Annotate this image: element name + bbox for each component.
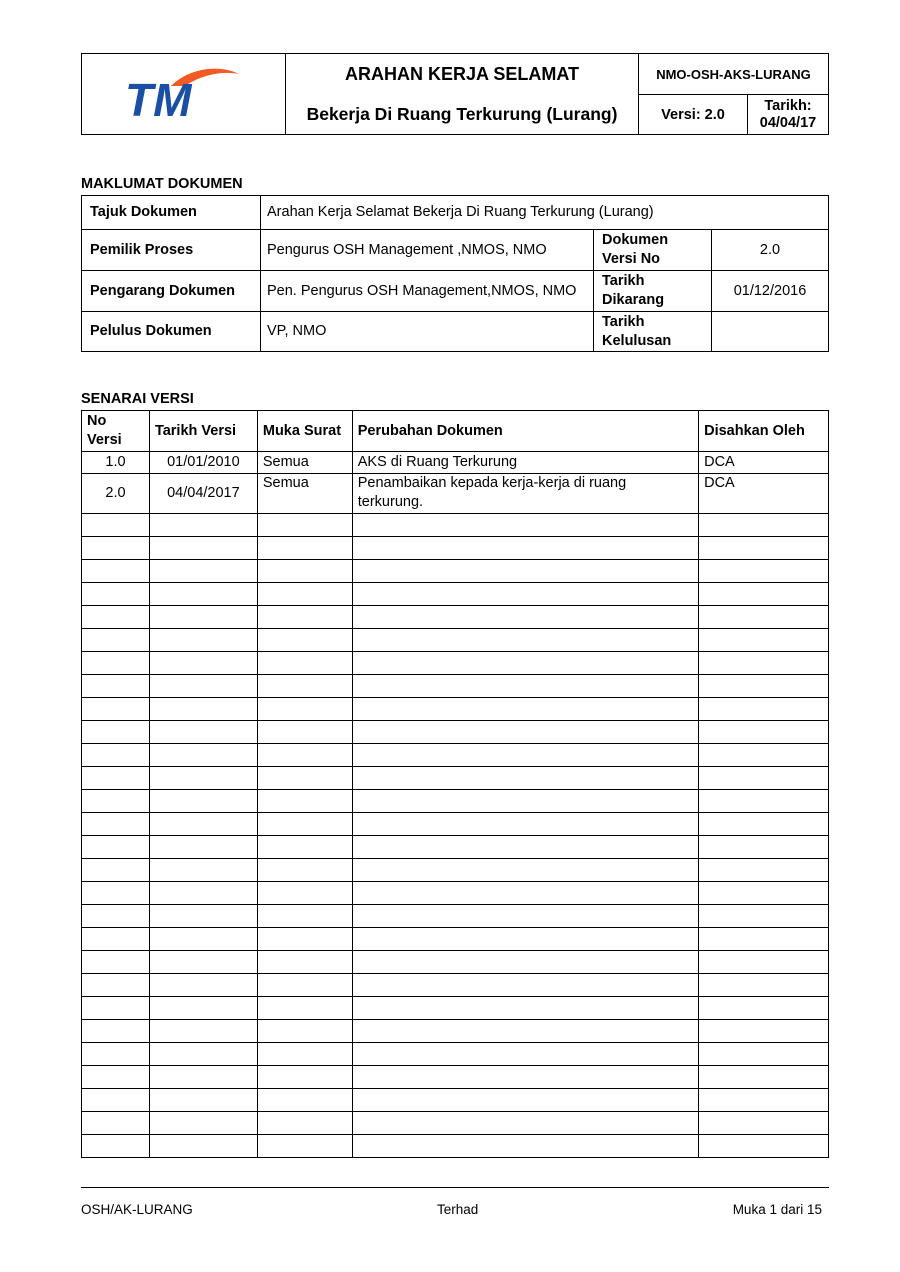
- empty-cell: [699, 859, 829, 882]
- empty-table-row: [82, 537, 829, 560]
- row-no: 1.0: [82, 452, 150, 474]
- empty-cell: [149, 537, 257, 560]
- empty-cell: [257, 583, 352, 606]
- empty-cell: [699, 1112, 829, 1135]
- empty-cell: [352, 1043, 698, 1066]
- empty-table-row: [82, 606, 829, 629]
- row-tarikh: 04/04/2017: [149, 474, 257, 514]
- empty-cell: [352, 1135, 698, 1158]
- empty-cell: [257, 1135, 352, 1158]
- empty-cell: [257, 767, 352, 790]
- row-no: 2.0: [82, 474, 150, 514]
- empty-cell: [82, 1135, 150, 1158]
- dikarang-label: Tarikh Dikarang: [594, 271, 712, 312]
- empty-cell: [699, 698, 829, 721]
- empty-table-row: [82, 721, 829, 744]
- empty-cell: [352, 997, 698, 1020]
- empty-cell: [257, 698, 352, 721]
- empty-cell: [352, 928, 698, 951]
- row-disahkan: DCA: [699, 474, 829, 514]
- empty-cell: [699, 974, 829, 997]
- empty-table-row: [82, 836, 829, 859]
- col-muka-surat: Muka Surat: [257, 411, 352, 452]
- empty-cell: [149, 928, 257, 951]
- empty-table-row: [82, 790, 829, 813]
- table-row: [82, 452, 829, 474]
- empty-cell: [82, 928, 150, 951]
- empty-cell: [149, 514, 257, 537]
- empty-cell: [257, 882, 352, 905]
- empty-cell: [257, 537, 352, 560]
- pemilik-value: Pengurus OSH Management ,NMOS, NMO: [261, 230, 594, 271]
- empty-table-row: [82, 629, 829, 652]
- empty-table-row: [82, 997, 829, 1020]
- col-no-versi: No Versi: [82, 411, 150, 452]
- empty-cell: [352, 905, 698, 928]
- empty-cell: [82, 905, 150, 928]
- empty-cell: [699, 537, 829, 560]
- empty-table-row: [82, 1043, 829, 1066]
- col-perubahan: Perubahan Dokumen: [352, 411, 698, 452]
- empty-cell: [699, 629, 829, 652]
- empty-cell: [149, 1112, 257, 1135]
- empty-cell: [257, 629, 352, 652]
- empty-cell: [149, 813, 257, 836]
- empty-cell: [149, 1135, 257, 1158]
- empty-cell: [352, 514, 698, 537]
- empty-cell: [149, 836, 257, 859]
- empty-cell: [82, 951, 150, 974]
- date-cell: [748, 95, 829, 135]
- document-header: [81, 53, 829, 135]
- logo-cell: [82, 54, 286, 135]
- empty-cell: [699, 790, 829, 813]
- empty-cell: [149, 767, 257, 790]
- document-info-table: [81, 195, 829, 352]
- row-muka: Semua: [257, 452, 352, 474]
- empty-cell: [257, 560, 352, 583]
- empty-cell: [257, 675, 352, 698]
- empty-cell: [352, 790, 698, 813]
- empty-cell: [82, 514, 150, 537]
- empty-cell: [352, 1112, 698, 1135]
- maklumat-heading: MAKLUMAT DOKUMEN: [81, 176, 243, 192]
- empty-cell: [149, 744, 257, 767]
- title-cell: [286, 54, 639, 135]
- empty-cell: [149, 675, 257, 698]
- empty-table-row: [82, 859, 829, 882]
- empty-cell: [82, 560, 150, 583]
- empty-table-row: [82, 813, 829, 836]
- tm-logo-letters: TM: [124, 74, 191, 122]
- empty-cell: [257, 514, 352, 537]
- empty-table-row: [82, 514, 829, 537]
- empty-cell: [82, 790, 150, 813]
- empty-cell: [352, 583, 698, 606]
- version-header-row: [82, 411, 829, 452]
- empty-table-row: [82, 951, 829, 974]
- empty-cell: [82, 606, 150, 629]
- empty-cell: [257, 1020, 352, 1043]
- empty-table-row: [82, 928, 829, 951]
- empty-cell: [352, 836, 698, 859]
- empty-table-row: [82, 974, 829, 997]
- footer-center: Terhad: [437, 1202, 479, 1217]
- empty-table-row: [82, 1066, 829, 1089]
- empty-cell: [699, 744, 829, 767]
- row-disahkan: DCA: [699, 452, 829, 474]
- empty-cell: [699, 1089, 829, 1112]
- empty-cell: [149, 1066, 257, 1089]
- row-perubahan: AKS di Ruang Terkurung: [352, 452, 698, 474]
- document-title: ARAHAN KERJA SELAMAT: [345, 63, 579, 84]
- empty-cell: [82, 698, 150, 721]
- empty-cell: [699, 560, 829, 583]
- empty-cell: [257, 813, 352, 836]
- empty-cell: [352, 767, 698, 790]
- date-value: 04/04/17: [759, 114, 817, 131]
- empty-cell: [352, 1066, 698, 1089]
- empty-cell: [82, 859, 150, 882]
- empty-cell: [149, 1043, 257, 1066]
- doc-code: NMO-OSH-AKS-LURANG: [639, 54, 829, 95]
- col-disahkan: Disahkan Oleh: [699, 411, 829, 452]
- empty-cell: [352, 629, 698, 652]
- table-row: [82, 474, 829, 514]
- empty-table-row: [82, 1089, 829, 1112]
- versi-value: 2.0: [712, 230, 829, 271]
- empty-cell: [149, 1020, 257, 1043]
- kelulusan-label: Tarikh Kelulusan: [594, 312, 712, 352]
- pengarang-value: Pen. Pengurus OSH Management,NMOS, NMO: [261, 271, 594, 312]
- empty-cell: [257, 790, 352, 813]
- empty-cell: [257, 1112, 352, 1135]
- footer-left: OSH/AK-LURANG: [81, 1202, 193, 1217]
- empty-cell: [149, 629, 257, 652]
- empty-cell: [699, 606, 829, 629]
- empty-cell: [257, 905, 352, 928]
- empty-cell: [82, 882, 150, 905]
- empty-cell: [257, 1066, 352, 1089]
- version-cell: Versi: 2.0: [639, 95, 748, 135]
- empty-cell: [149, 606, 257, 629]
- document-subtitle: Bekerja Di Ruang Terkurung (Lurang): [306, 103, 618, 124]
- empty-cell: [352, 652, 698, 675]
- empty-cell: [352, 721, 698, 744]
- empty-cell: [82, 836, 150, 859]
- empty-cell: [699, 1066, 829, 1089]
- empty-cell: [352, 882, 698, 905]
- empty-cell: [699, 675, 829, 698]
- empty-table-row: [82, 744, 829, 767]
- dikarang-value: 01/12/2016: [712, 271, 829, 312]
- empty-cell: [257, 836, 352, 859]
- empty-cell: [699, 583, 829, 606]
- empty-cell: [257, 606, 352, 629]
- pengarang-label: Pengarang Dokumen: [82, 271, 261, 312]
- empty-cell: [149, 698, 257, 721]
- footer-divider: [81, 1187, 829, 1188]
- empty-cell: [82, 652, 150, 675]
- empty-cell: [82, 1089, 150, 1112]
- empty-cell: [699, 951, 829, 974]
- empty-cell: [149, 560, 257, 583]
- empty-cell: [699, 813, 829, 836]
- empty-cell: [82, 675, 150, 698]
- empty-cell: [149, 652, 257, 675]
- empty-cell: [82, 974, 150, 997]
- empty-cell: [352, 698, 698, 721]
- empty-cell: [82, 1043, 150, 1066]
- tm-logo: [119, 62, 249, 122]
- empty-table-row: [82, 1135, 829, 1158]
- senarai-heading: SENARAI VERSI: [81, 391, 194, 407]
- empty-table-row: [82, 675, 829, 698]
- empty-table-row: [82, 652, 829, 675]
- empty-cell: [699, 1135, 829, 1158]
- row-tarikh: 01/01/2010: [149, 452, 257, 474]
- pelulus-value: VP, NMO: [261, 312, 594, 352]
- empty-cell: [257, 974, 352, 997]
- empty-cell: [699, 882, 829, 905]
- empty-table-row: [82, 583, 829, 606]
- empty-cell: [352, 537, 698, 560]
- empty-cell: [352, 744, 698, 767]
- pelulus-label: Pelulus Dokumen: [82, 312, 261, 352]
- empty-cell: [699, 905, 829, 928]
- empty-cell: [149, 974, 257, 997]
- empty-table-row: [82, 1112, 829, 1135]
- empty-cell: [699, 652, 829, 675]
- empty-table-row: [82, 1020, 829, 1043]
- tajuk-value: Arahan Kerja Selamat Bekerja Di Ruang Terkurung (Lurang): [261, 196, 829, 230]
- empty-cell: [352, 1089, 698, 1112]
- empty-rows: [82, 514, 829, 1158]
- empty-cell: [699, 928, 829, 951]
- empty-cell: [352, 675, 698, 698]
- empty-table-row: [82, 560, 829, 583]
- empty-cell: [257, 744, 352, 767]
- pemilik-label: Pemilik Proses: [82, 230, 261, 271]
- empty-cell: [257, 721, 352, 744]
- empty-cell: [699, 721, 829, 744]
- empty-cell: [149, 905, 257, 928]
- empty-cell: [82, 744, 150, 767]
- empty-cell: [699, 767, 829, 790]
- empty-cell: [257, 928, 352, 951]
- empty-cell: [149, 882, 257, 905]
- empty-cell: [82, 1112, 150, 1135]
- empty-cell: [149, 859, 257, 882]
- empty-cell: [82, 813, 150, 836]
- empty-cell: [699, 514, 829, 537]
- empty-cell: [352, 560, 698, 583]
- version-list-table: [81, 410, 829, 1158]
- empty-cell: [82, 1066, 150, 1089]
- empty-table-row: [82, 767, 829, 790]
- empty-cell: [352, 974, 698, 997]
- empty-cell: [82, 1020, 150, 1043]
- empty-table-row: [82, 698, 829, 721]
- empty-cell: [352, 1020, 698, 1043]
- empty-cell: [352, 813, 698, 836]
- empty-cell: [699, 997, 829, 1020]
- empty-cell: [352, 951, 698, 974]
- empty-cell: [257, 997, 352, 1020]
- empty-cell: [82, 997, 150, 1020]
- empty-cell: [699, 1043, 829, 1066]
- empty-cell: [699, 836, 829, 859]
- empty-cell: [82, 767, 150, 790]
- empty-cell: [257, 1043, 352, 1066]
- empty-cell: [257, 1089, 352, 1112]
- empty-cell: [149, 583, 257, 606]
- empty-cell: [82, 721, 150, 744]
- empty-cell: [149, 1089, 257, 1112]
- empty-cell: [699, 1020, 829, 1043]
- tajuk-label: Tajuk Dokumen: [82, 196, 261, 230]
- row-muka: Semua: [257, 474, 352, 514]
- empty-cell: [257, 859, 352, 882]
- empty-cell: [82, 537, 150, 560]
- col-tarikh-versi: Tarikh Versi: [149, 411, 257, 452]
- empty-cell: [257, 652, 352, 675]
- date-label: Tarikh:: [764, 97, 812, 114]
- empty-table-row: [82, 882, 829, 905]
- empty-cell: [352, 859, 698, 882]
- empty-cell: [82, 629, 150, 652]
- row-perubahan: Penambaikan kepada kerja-kerja di ruang terkurung.: [352, 474, 698, 514]
- empty-cell: [82, 583, 150, 606]
- empty-cell: [257, 951, 352, 974]
- kelulusan-value: [712, 312, 829, 352]
- empty-table-row: [82, 905, 829, 928]
- empty-cell: [149, 951, 257, 974]
- footer-right: Muka 1 dari 15: [732, 1202, 822, 1217]
- empty-cell: [149, 721, 257, 744]
- empty-cell: [149, 790, 257, 813]
- empty-cell: [149, 997, 257, 1020]
- versi-label: Dokumen Versi No: [594, 230, 712, 271]
- empty-cell: [352, 606, 698, 629]
